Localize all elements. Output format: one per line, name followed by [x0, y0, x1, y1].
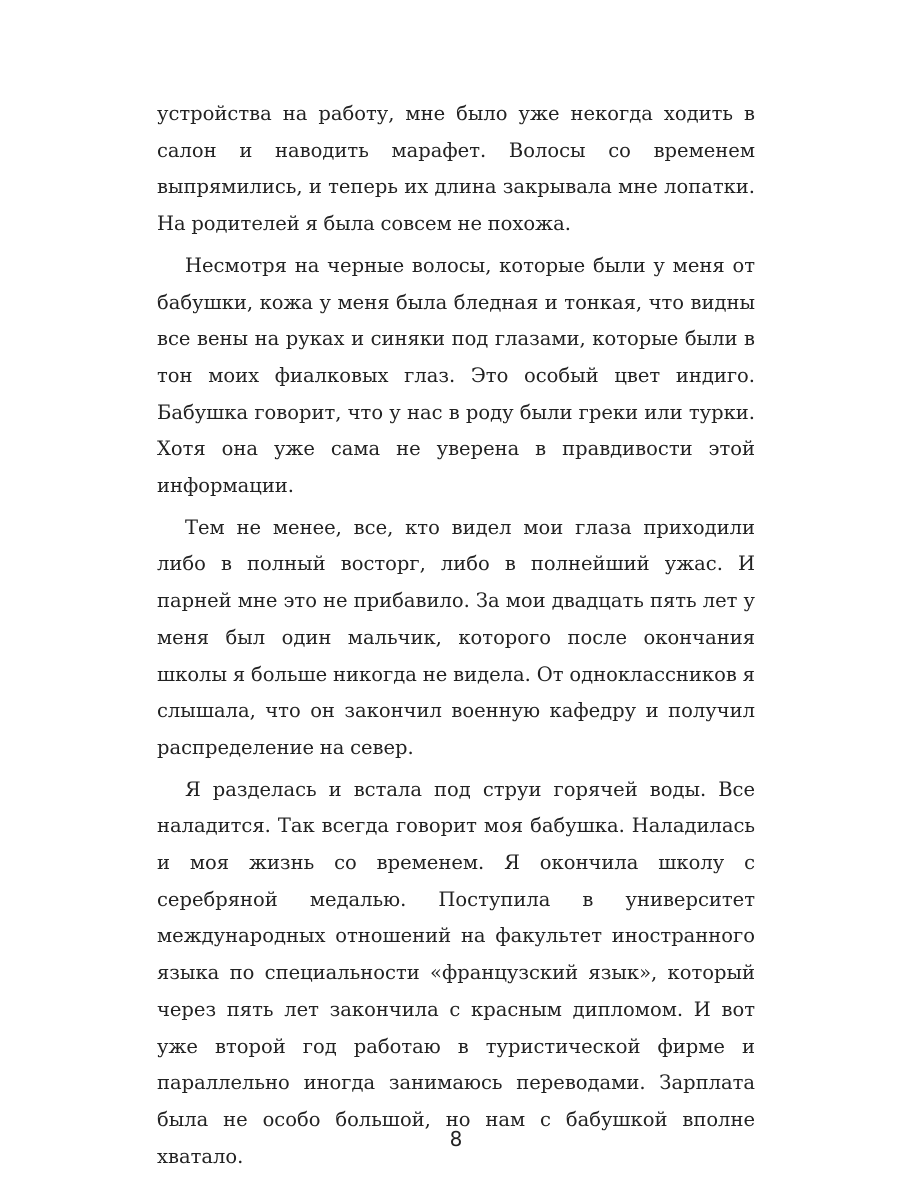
paragraph-eyes: Тем не менее, все, кто видел мои глаза приходили либо в полный восторг, либо в полнейший ужас. И парней мне это не прибавило. За мои двадцать пять лет у меня был один мальчик, которого после окончания школы я больше никогда не видела. От одноклассников я слышала, что он закончил военную кафедру и получил распределение на север. — [157, 515, 755, 759]
paragraph-appearance: Несмотря на черные волосы, которые были у меня от бабушки, кожа у меня была бледная и тонкая, что видны все вены на руках и синяки под глазами, которые были в тон моих фиалковых глаз. Это особый цвет индиго. Бабушка говорит, что у нас в роду были греки или турки. Хотя она уже сама не уверена в правдивости этой информации. — [157, 253, 755, 498]
body-text — [157, 96, 755, 1180]
paragraph-shower: Я разделась и встала под струи горячей воды. Все наладится. Так всегда говорит моя бабушка. Наладилась и моя жизнь со временем. Я окончила школу с серебряной медалью. Поступила в университет международных отношений на факультет иностранного языка по специальности «французский язык», который через пять лет закончила с красным дипломом. И вот уже второй год работаю в туристической фирме и параллельно иногда занимаюсь переводами. Зарплата была не особо большой, но нам с бабушкой вполне хватало. — [157, 777, 755, 1168]
paragraph-continued: устройства на работу, мне было уже некогда ходить в салон и наводить марафет. Волосы со временем выпрямились, и теперь их длина закрывала мне лопатки. На родителей я была совсем не похожа. — [157, 102, 755, 236]
page-number: 8 — [449, 1127, 463, 1151]
